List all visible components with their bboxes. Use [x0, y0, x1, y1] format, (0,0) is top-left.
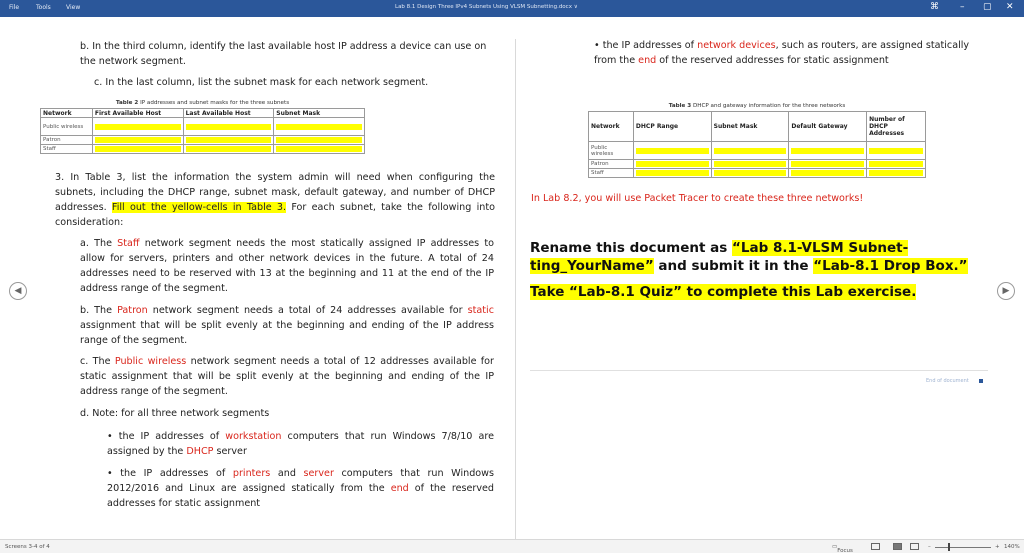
status-bar [0, 539, 1024, 553]
web-layout-icon[interactable] [910, 543, 919, 550]
table2-cell[interactable] [274, 136, 365, 145]
focus-button[interactable]: ▭ Focus [832, 544, 853, 553]
table3-cell[interactable] [633, 142, 711, 160]
table2-header: Network [41, 109, 93, 118]
bullet-printers: • the IP addresses of printers and server computers that run Windows 2012/2016 and Linux are assigned statically from the end of the reserved addresses for static assignment [107, 468, 495, 509]
quiz-instructions: Take “Lab-8.1 Quiz” to complete this Lab exercise. [530, 284, 917, 300]
item-3: 3. In Table 3, list the information the system admin will need when configuring the subnets, including the DHCP range, subnet mask, default gateway, and number of DHCP addresses. Fill out the yellow-cells in Table 3. For each subnet, take the following into consideration: [55, 172, 495, 228]
table3-header: DHCP Range [633, 112, 711, 142]
table2-cell[interactable] [92, 118, 183, 136]
table3-header: Default Gateway [789, 112, 867, 142]
table3-header: Subnet Mask [711, 112, 789, 142]
print-layout-icon[interactable] [893, 543, 902, 550]
previous-page-arrow-icon[interactable]: ◀ [9, 282, 27, 300]
table2-row-label: Public wireless [41, 118, 93, 136]
table3-row-label: Patron [589, 160, 634, 169]
table2-row-label: Patron [41, 136, 93, 145]
zoom-out-button[interactable]: – [928, 544, 931, 550]
table2-header: Subnet Mask [274, 109, 365, 118]
zoom-level[interactable]: 140% [1004, 544, 1020, 550]
menu-file[interactable]: File [9, 4, 20, 11]
lab82-note: In Lab 8.2, you will use Packet Tracer to create these three networks! [531, 193, 864, 204]
table3-cell[interactable] [711, 169, 789, 178]
page-divider [515, 39, 516, 539]
minimize-button[interactable]: – [960, 2, 965, 12]
table2 [40, 108, 365, 154]
zoom-slider[interactable] [935, 547, 991, 548]
table3-cell[interactable] [711, 142, 789, 160]
item-b: b. In the third column, identify the last available host IP address a device can use on the network segment. [80, 41, 487, 67]
table3-cell[interactable] [867, 160, 926, 169]
menu-view[interactable]: View [66, 4, 81, 11]
menu-tools[interactable]: Tools [36, 4, 51, 11]
document-title[interactable]: Lab 8.1 Design Three IPv4 Subnets Using VLSM Subnetting.docx ∨ [395, 4, 578, 10]
item-d: d. Note: for all three network segments [80, 408, 270, 419]
table2-cell[interactable] [183, 136, 274, 145]
close-button[interactable]: ✕ [1006, 2, 1014, 12]
table3-caption: Table 3 DHCP and gateway information for the three networks [668, 103, 846, 109]
table3-cell[interactable] [867, 142, 926, 160]
item-a: a. The Staff network segment needs the most statically assigned IP addresses to allow for servers, printers and other network devices in the future. A total of 24 addresses need to be reserved with 13 at the beginning and 11 at the end of the IP address range of the segment. [80, 238, 494, 294]
end-of-document-label: End of document [926, 378, 969, 384]
zoom-in-button[interactable]: + [995, 544, 1000, 550]
title-bar [0, 0, 1024, 17]
next-page-arrow-icon[interactable]: ▶ [997, 282, 1015, 300]
table3-cell[interactable] [789, 160, 867, 169]
table3-cell[interactable] [633, 169, 711, 178]
item-b-patron: b. The Patron network segment needs a total of 24 addresses available for static assignment that will be split evenly at the beginning and ending of the IP address range of the segment. [80, 305, 494, 346]
table2-cell[interactable] [183, 118, 274, 136]
table3-header: Number of DHCP Addresses [867, 112, 926, 142]
bullet-workstation: • the IP addresses of workstation computers that run Windows 7/8/10 are assigned by the DHCP server [107, 431, 494, 457]
layout-icon[interactable]: ⌘ [930, 2, 939, 12]
table3-row-label: Staff [589, 169, 634, 178]
table2-cell[interactable] [274, 145, 365, 154]
maximize-button[interactable]: ▢ [983, 2, 992, 12]
table2-row-label: Staff [41, 145, 93, 154]
table3 [588, 111, 926, 178]
screen-count: Screens 3-4 of 4 [5, 544, 50, 550]
bullet-network-devices: • the IP addresses of network devices, such as routers, are assigned statically from the end of the reserved addresses for static assignment [594, 40, 970, 66]
item-c: c. In the last column, list the subnet mask for each network segment. [94, 77, 429, 88]
table2-header: Last Available Host [183, 109, 274, 118]
table3-cell[interactable] [711, 160, 789, 169]
table2-cell[interactable] [183, 145, 274, 154]
submit-instructions: Rename this document as “Lab 8.1-VLSM Subnet-ting_YourName” and submit it in the “Lab-8.1 Drop Box.” [530, 240, 968, 274]
table3-row-label: Public wireless [589, 142, 634, 160]
reading-view [0, 17, 1024, 539]
table2-cell[interactable] [92, 145, 183, 154]
table3-cell[interactable] [789, 169, 867, 178]
table2-caption: Table 2 IP addresses and subnet masks for the three subnets [115, 100, 290, 106]
table3-cell[interactable] [789, 142, 867, 160]
zoom-slider-thumb[interactable] [948, 543, 950, 551]
table2-header: First Available Host [92, 109, 183, 118]
read-mode-icon[interactable] [871, 543, 880, 550]
highlighted-instruction: Fill out the yellow-cells in Table 3. [111, 202, 287, 213]
end-divider [530, 370, 988, 371]
table3-cell[interactable] [633, 160, 711, 169]
end-of-document-marker [979, 379, 983, 383]
item-c-public: c. The Public wireless network segment needs a total of 12 addresses available for static assignment that will be split evenly at the beginning and ending of the IP address range of the segment. [80, 356, 495, 397]
table3-header: Network [589, 112, 634, 142]
table2-cell[interactable] [92, 136, 183, 145]
table3-cell[interactable] [867, 169, 926, 178]
table2-cell[interactable] [274, 118, 365, 136]
